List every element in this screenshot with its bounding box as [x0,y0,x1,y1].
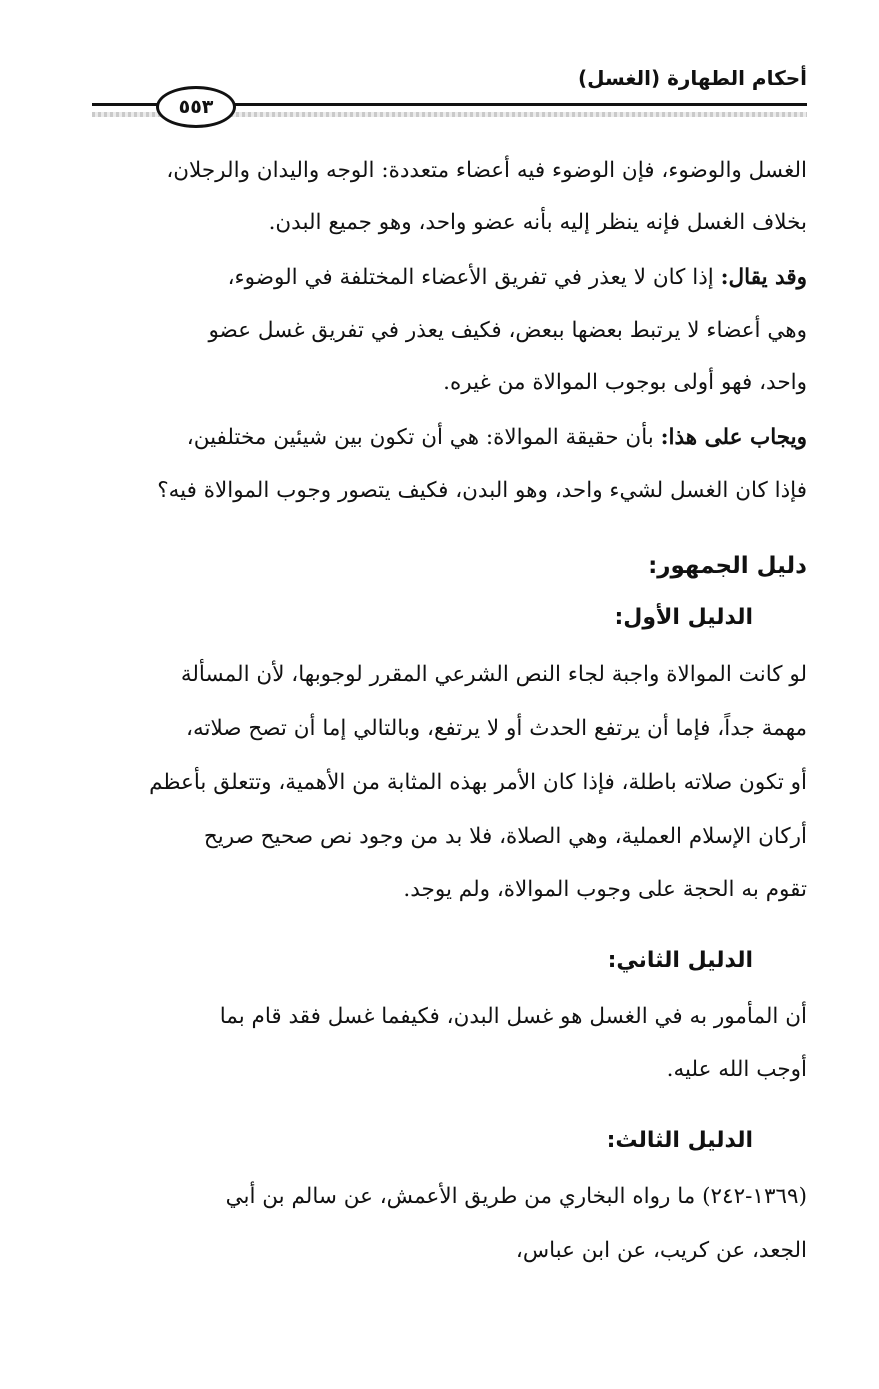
paragraph-3-line-1 [82,425,807,450]
page-number-badge [156,86,236,128]
text-line: بخلاف الغسل فإنه ينظر إليه بأنه عضو واحد، وهو جميع البدن. [268,210,807,235]
text-line: أركان الإسلام العملية، وهي الصلاة، فلا بد من وجود نص صحيح صريح [203,824,807,849]
text-line: تقوم به الحجة على وجوب الموالاة، ولم يوجد. [403,877,807,902]
subsection-heading: الدليل الأول: [614,605,753,630]
line-text: بأن حقيقة الموالاة: هي أن تكون بين شيئين مختلفين، [186,425,661,450]
text-line: فإذا كان الغسل لشيء واحد، وهو البدن، فكيف يتصور وجوب الموالاة فيه؟ [157,478,807,503]
text-line: أو تكون صلاته باطلة، فإذا كان الأمر بهذه المثابة من الأهمية، وتتعلق بأعظم [149,770,807,795]
text-line: وهي أعضاء لا يرتبط بعضها ببعض، فكيف يعذر في تفريق غسل عضو [208,318,807,343]
subsection-heading: الدليل الثاني: [607,948,753,973]
lead-phrase: ويجاب على هذا: [660,425,807,450]
text-line: أوجب الله عليه. [666,1057,807,1082]
text-line: (١٣٦٩-٢٤٢) ما رواه البخاري من طريق الأعمش، عن سالم بن أبي [225,1184,807,1209]
page-number: ٥٥٣ [178,96,214,118]
text-line: واحد، فهو أولى بوجوب الموالاة من غيره. [443,370,807,395]
text-line: أن المأمور به في الغسل هو غسل البدن، فكيفما غسل فقد قام بما [219,1004,807,1029]
text-line: مهمة جداً، فإما أن يرتفع الحدث أو لا يرتفع، وبالتالي إما أن تصح صلاته، [186,716,807,741]
paragraph-2-line-1 [82,265,807,290]
section-heading: دليل الجمهور: [648,553,807,579]
running-title: أحكام الطهارة (الغسل) [577,66,807,90]
text-line: لو كانت الموالاة واجبة لجاء النص الشرعي المقرر لوجوبها، لأن المسألة [180,662,807,687]
lead-phrase: وقد يقال: [720,265,807,290]
subsection-heading: الدليل الثالث: [606,1128,753,1153]
text-line: الجعد، عن كريب، عن ابن عباس، [515,1238,807,1263]
text-line: الغسل والوضوء، فإن الوضوء فيه أعضاء متعددة: الوجه واليدان والرجلان، [166,158,807,183]
line-text: إذا كان لا يعذر في تفريق الأعضاء المختلفة في الوضوء، [227,265,721,290]
